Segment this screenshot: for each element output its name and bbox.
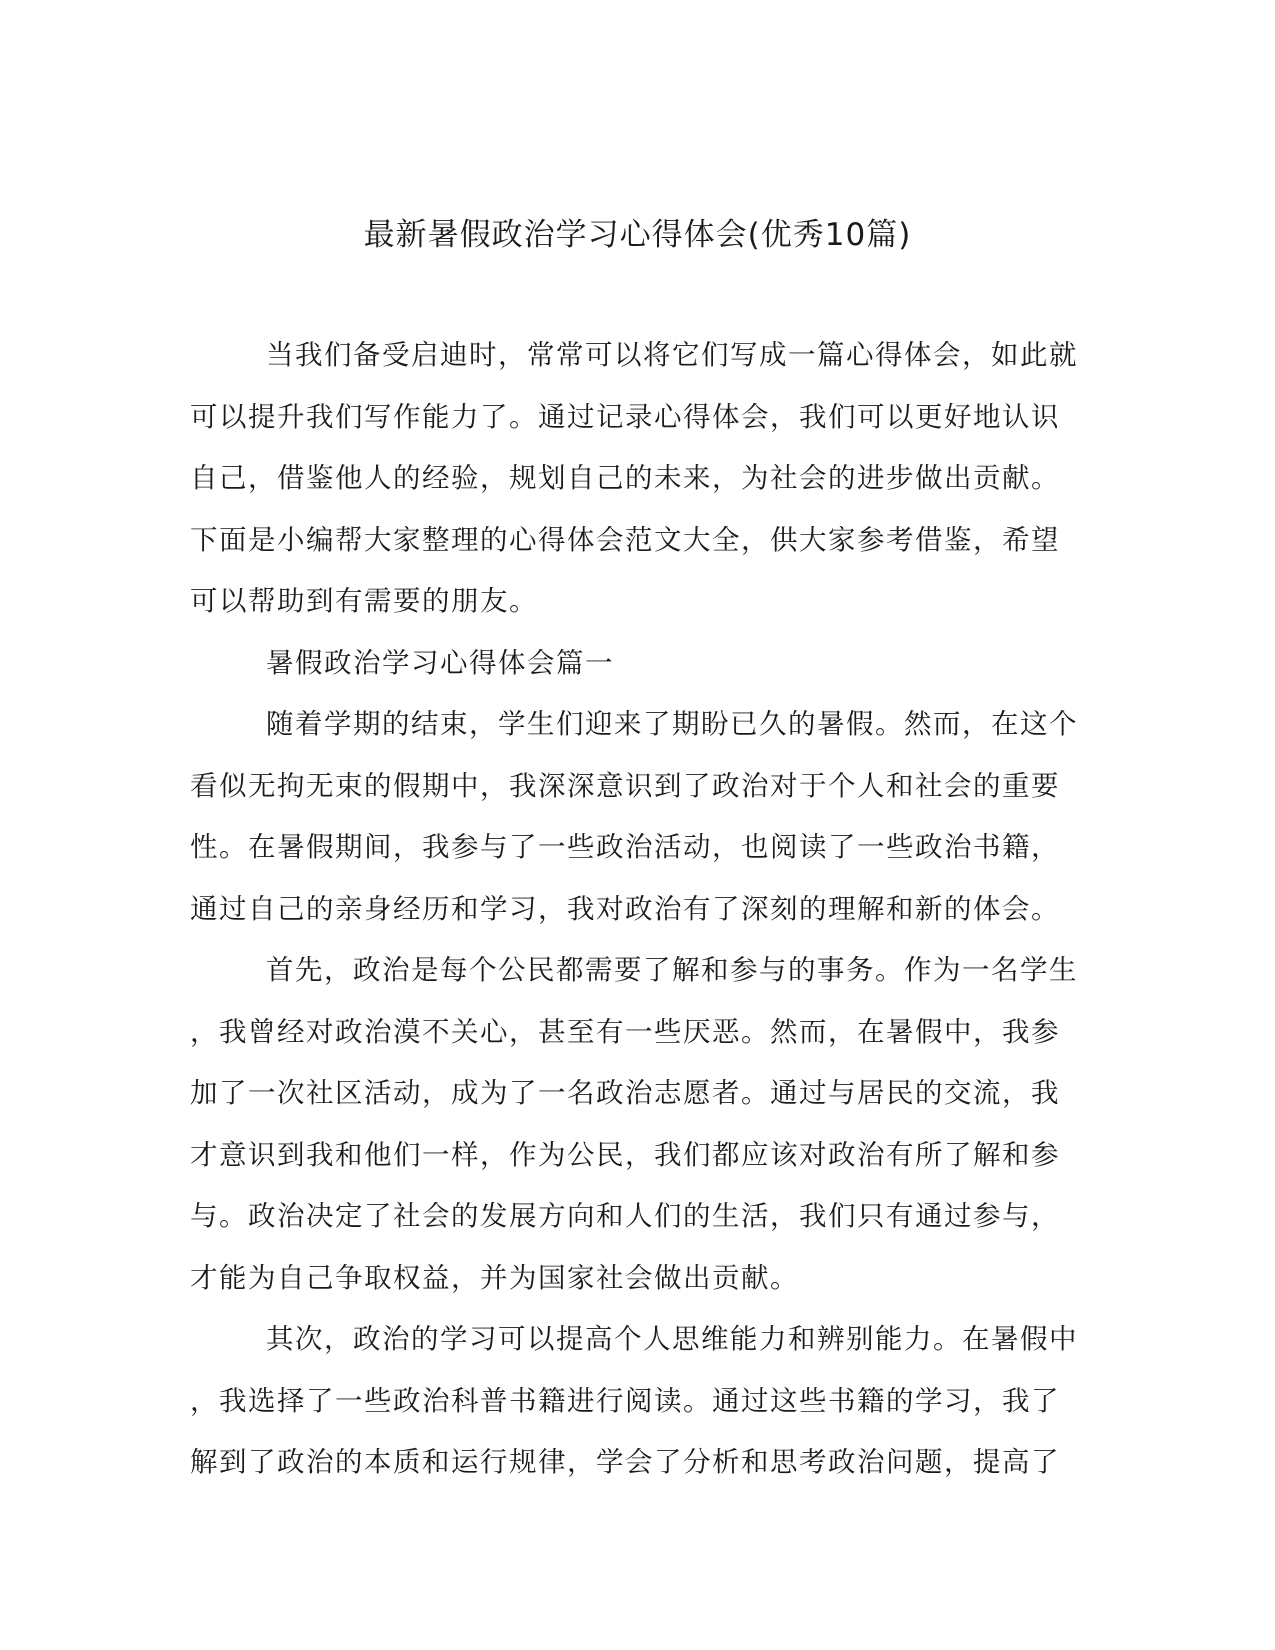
paragraph-line: 性。在暑假期间，我参与了一些政治活动，也阅读了一些政治书籍， [190, 831, 1060, 863]
paragraph-start-line: 首先，政治是每个公民都需要了解和参与的事务。作为一名学生 [266, 954, 1078, 986]
paragraph-line: 可以提升我们写作能力了。通过记录心得体会，我们可以更好地认识 [190, 400, 1060, 433]
paragraph-line: 自己，借鉴他人的经验，规划自己的未来，为社会的进步做出贡献。 [190, 462, 1060, 494]
paragraph-line: 才意识到我和他们一样，作为公民，我们都应该对政治有所了解和参 [190, 1138, 1060, 1171]
paragraph-line: 加了一次社区活动，成为了一名政治志愿者。通过与居民的交流，我 [190, 1077, 1060, 1109]
paragraph-line: 通过自己的亲身经历和学习，我对政治有了深刻的理解和新的体会。 [190, 892, 1060, 925]
paragraph-start-line: 暑假政治学习心得体会篇一 [266, 646, 614, 679]
paragraph-line: ，我选择了一些政治科普书籍进行阅读。通过这些书籍的学习，我了 [190, 1384, 1060, 1417]
document-title: 最新暑假政治学习心得体会(优秀10篇) [363, 217, 912, 253]
paragraph-line: 与。政治决定了社会的发展方向和人们的生活，我们只有通过参与， [190, 1200, 1060, 1232]
paragraph-line: 可以帮助到有需要的朋友。 [190, 585, 538, 617]
paragraph-start-line: 随着学期的结束，学生们迎来了期盼已久的暑假。然而，在这个 [266, 708, 1078, 740]
paragraph-start-line: 当我们备受启迪时，常常可以将它们写成一篇心得体会，如此就 [266, 339, 1078, 371]
paragraph-line: 解到了政治的本质和运行规律，学会了分析和思考政治问题，提高了 [190, 1446, 1060, 1478]
paragraph-start-line: 其次，政治的学习可以提高个人思维能力和辨别能力。在暑假中 [266, 1323, 1078, 1355]
paragraph-line: 才能为自己争取权益，并为国家社会做出贡献。 [190, 1261, 799, 1294]
paragraph-line: 看似无拘无束的假期中，我深深意识到了政治对于个人和社会的重要 [190, 769, 1060, 802]
paragraph-line: ，我曾经对政治漠不关心，甚至有一些厌恶。然而，在暑假中，我参 [190, 1015, 1060, 1048]
paragraph-line: 下面是小编帮大家整理的心得体会范文大全，供大家参考借鉴，希望 [190, 523, 1060, 556]
document-body [190, 325, 1085, 1494]
